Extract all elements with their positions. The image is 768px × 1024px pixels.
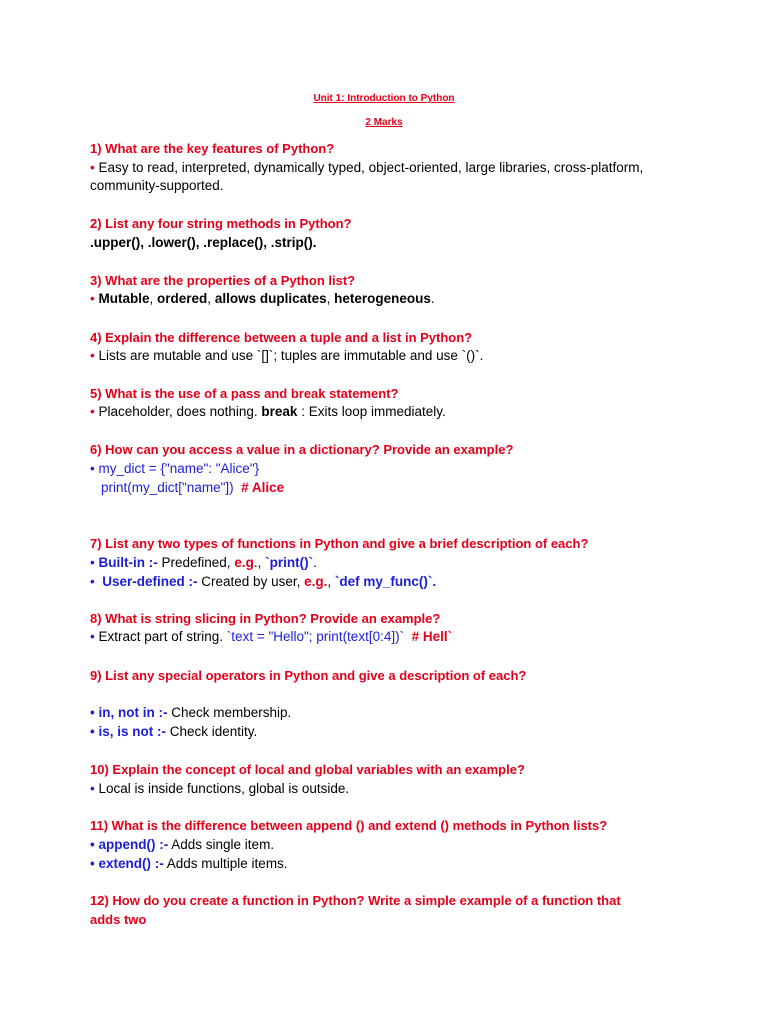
bullet: • (90, 291, 95, 306)
property-mutable: Mutable (98, 291, 150, 306)
question-5: 5) What is the use of a pass and break statement? (90, 386, 399, 401)
marks-heading: 2 Marks (365, 117, 403, 128)
question-3: 3) What are the properties of a Python list? (90, 273, 356, 288)
question-2: 2) List any four string methods in Python? (90, 216, 352, 231)
answer-7-line-1: • Built-in :- Predefined, e.g., `print()`. (90, 555, 317, 570)
keyword-break: break (261, 404, 298, 419)
operator-membership-desc: Check membership. (171, 705, 292, 720)
method-extend-desc: Adds multiple items. (166, 856, 288, 871)
question-9: 9) List any special operators in Python and give a description of each? (90, 668, 527, 683)
answer-1-line-1: Easy to read, interpreted, dynamically typed, object-oriented, large libraries, cross-platform, (98, 160, 644, 175)
answer-9-line-2 (90, 723, 690, 742)
label-built-in: Built-in :- (98, 555, 158, 570)
question-10: 10) Explain the concept of local and global variables with an example? (90, 762, 525, 777)
bullet: • (90, 404, 95, 419)
code-comment: # Hell` (411, 629, 453, 644)
property-duplicates: allows duplicates (214, 291, 327, 306)
answer-5-break: : Exits loop immediately. (301, 404, 446, 419)
question-6: 6) How can you access a value in a dictionary? Provide an example? (90, 442, 514, 457)
code-dict: my_dict = {"name": "Alice"} (98, 461, 260, 476)
separator: , (326, 291, 335, 306)
question-4: 4) Explain the difference between a tuple and a list in Python? (90, 330, 473, 345)
desc-user-defined: Created by user, (201, 574, 301, 589)
method-append-desc: Adds single item. (171, 837, 275, 852)
question-12-line-1: 12) How do you create a function in Python? Write a simple example of a function that (90, 893, 621, 908)
bullet: • (90, 856, 95, 871)
period: . (430, 291, 435, 306)
answer-1 (90, 159, 690, 178)
bullet: • (90, 461, 95, 476)
method-append: append() :- (98, 837, 169, 852)
question-1: 1) What are the key features of Python? (90, 141, 335, 156)
answer-6-line-1 (90, 460, 690, 479)
answer-11-line-1 (90, 836, 690, 855)
property-heterogeneous: heterogeneous (334, 291, 431, 306)
question-7: 7) List any two types of functions in Python and give a brief description of each? (90, 536, 589, 551)
code-user-defined: `def my_func()`. (334, 574, 437, 589)
answer-11-line-2 (90, 855, 690, 874)
bullet: • (90, 574, 95, 589)
operator-identity: is, is not :- (98, 724, 166, 739)
code-comment: # Alice (241, 480, 285, 495)
answer-9-line-1 (90, 704, 690, 723)
eg-built-in: e.g (234, 555, 254, 570)
answer-4-text: Lists are mutable and use `[]`; tuples are immutable and use `()`. (98, 348, 484, 363)
operator-identity-desc: Check identity. (169, 724, 258, 739)
bullet: • (90, 781, 95, 796)
answer-8-text: Extract part of string. (98, 629, 224, 644)
answer-10 (90, 780, 690, 799)
separator: , (207, 291, 215, 306)
eg-user-defined: e.g. (304, 574, 328, 589)
answer-2: .upper(), .lower(), .replace(), .strip(). (90, 235, 317, 250)
bullet: • (90, 629, 95, 644)
operator-membership: in, not in :- (98, 705, 168, 720)
question-8: 8) What is string slicing in Python? Provide an example? (90, 611, 441, 626)
unit-title: Unit 1: Introduction to Python (313, 93, 455, 104)
bullet: • (90, 724, 95, 739)
bullet: • (90, 837, 95, 852)
answer-3 (90, 290, 690, 309)
code-built-in: `print()` (265, 555, 314, 570)
question-11: 11) What is the difference between append () and extend () methods in Python lists? (90, 818, 608, 833)
label-user-defined: User-defined :- (102, 574, 198, 589)
answer-1-line-2: community-supported. (90, 178, 224, 193)
method-extend: extend() :- (98, 856, 164, 871)
bullet: • (90, 555, 95, 570)
code-print: print(my_dict["name"]) (101, 480, 234, 495)
separator: , (149, 291, 158, 306)
answer-8 (90, 628, 690, 647)
answer-10-text: Local is inside functions, global is outside. (98, 781, 350, 796)
bullet: • (90, 348, 95, 363)
code-slicing: `text = "Hello"; print(text[0:4])` (226, 629, 405, 644)
answer-5-pass: Placeholder, does nothing. (98, 404, 258, 419)
answer-7-line-2: • User-defined :- Created by user, e.g., `def my_func()`. (90, 574, 437, 589)
property-ordered: ordered (157, 291, 208, 306)
answer-5 (90, 403, 690, 422)
answer-6-line-2 (101, 479, 701, 498)
bullet: • (90, 705, 95, 720)
answer-4 (90, 347, 690, 366)
bullet: • (90, 160, 95, 175)
question-12-line-2: adds two (90, 912, 147, 927)
desc-built-in: Predefined, (161, 555, 231, 570)
